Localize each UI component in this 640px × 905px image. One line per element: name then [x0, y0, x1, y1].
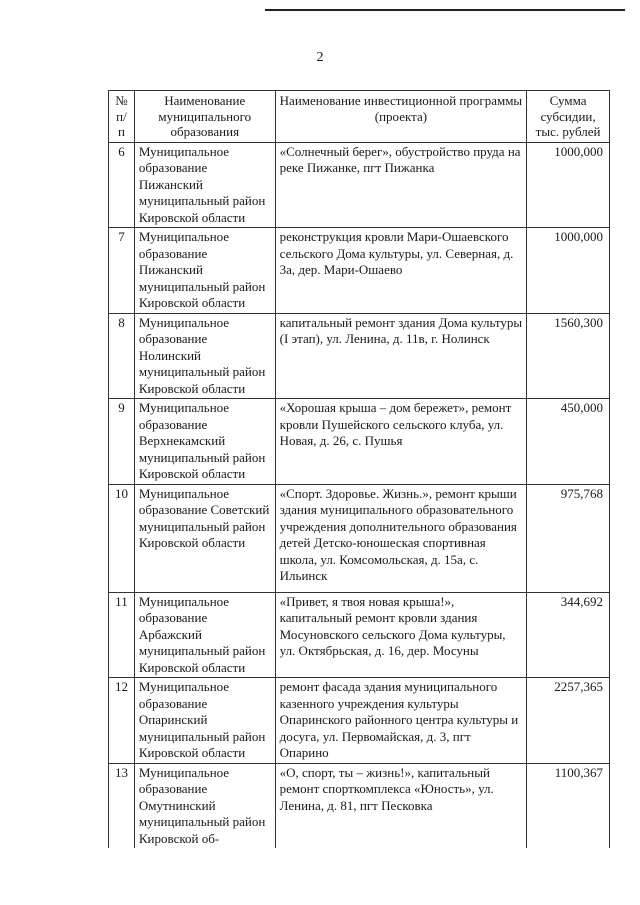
row-program: «Спорт. Здоровье. Жизнь.», ремонт крыши здания муниципального образовательного учреждения дополнительного образования детей Детско-юношеская спортивная школа, ул. Комсомольская, д. 15а, с. Ильинск	[275, 484, 527, 592]
row-program: «О, спорт, ты – жизнь!», капитальный ремонт спорткомплекса «Юность», ул. Ленина, д. 81, пгт Песковка	[275, 763, 527, 848]
row-num: 8	[109, 313, 135, 399]
row-num: 9	[109, 399, 135, 485]
header-municipality: Наименование муниципального образования	[134, 91, 275, 143]
top-rule	[265, 9, 625, 11]
header-sum: Сумма субсидии, тыс. рублей	[527, 91, 610, 143]
table-header-row	[109, 91, 610, 143]
subsidy-table	[108, 90, 610, 848]
row-sum: 1100,367	[527, 763, 610, 848]
row-municipality: Муниципальное образование Нолинский муниципальный район Кировской области	[134, 313, 275, 399]
table-row	[109, 592, 610, 678]
row-municipality: Муниципальное образование Пижанский муниципальный район Кировской области	[134, 228, 275, 314]
row-municipality: Муниципальное образование Омутнинский муниципальный район Кировской об-	[134, 763, 275, 848]
row-sum: 450,000	[527, 399, 610, 485]
table-row	[109, 142, 610, 228]
table-row	[109, 228, 610, 314]
table-row	[109, 484, 610, 592]
row-municipality: Муниципальное образование Пижанский муниципальный район Кировской области	[134, 142, 275, 228]
table-row	[109, 763, 610, 848]
header-num: № п/п	[109, 91, 135, 143]
table-row	[109, 399, 610, 485]
row-num: 10	[109, 484, 135, 592]
row-num: 7	[109, 228, 135, 314]
row-program: «Хорошая крыша – дом бережет», ремонт кровли Пушейского сельского клуба, ул. Новая, д. 26, с. Пушья	[275, 399, 527, 485]
row-num: 13	[109, 763, 135, 848]
row-program: «Солнечный берег», обустройство пруда на реке Пижанке, пгт Пижанка	[275, 142, 527, 228]
row-sum: 1000,000	[527, 142, 610, 228]
row-program: капитальный ремонт здания Дома культуры (I этап), ул. Ленина, д. 11в, г. Нолинск	[275, 313, 527, 399]
row-program: ремонт фасада здания муниципального казенного учреждения культуры Опаринского районного центра культуры и досуга, ул. Первомайская, д. 3, пгт Опарино	[275, 678, 527, 764]
row-program: реконструкция кровли Мари-Ошаевского сельского Дома культуры, ул. Северная, д. 3а, дер. Мари-Ошаево	[275, 228, 527, 314]
header-program: Наименование инвестиционной программы (проекта)	[275, 91, 527, 143]
table-row	[109, 678, 610, 764]
row-num: 11	[109, 592, 135, 678]
row-municipality: Муниципальное образование Советский муниципальный район Кировской области	[134, 484, 275, 592]
row-program: «Привет, я твоя новая крыша!», капитальный ремонт кровли здания Мосуновского сельского Дома культуры, ул. Октябрьская, д. 16, дер. Мосуны	[275, 592, 527, 678]
row-sum: 975,768	[527, 484, 610, 592]
row-municipality: Муниципальное образование Арбажский муниципальный район Кировской области	[134, 592, 275, 678]
row-municipality: Муниципальное образование Верхнекамский муниципальный район Кировской области	[134, 399, 275, 485]
row-municipality: Муниципальное образование Опаринский муниципальный район Кировской области	[134, 678, 275, 764]
row-num: 12	[109, 678, 135, 764]
table-row	[109, 313, 610, 399]
row-sum: 344,692	[527, 592, 610, 678]
row-num: 6	[109, 142, 135, 228]
row-sum: 1000,000	[527, 228, 610, 314]
row-sum: 2257,365	[527, 678, 610, 764]
page-number: 2	[316, 50, 324, 65]
row-sum: 1560,300	[527, 313, 610, 399]
